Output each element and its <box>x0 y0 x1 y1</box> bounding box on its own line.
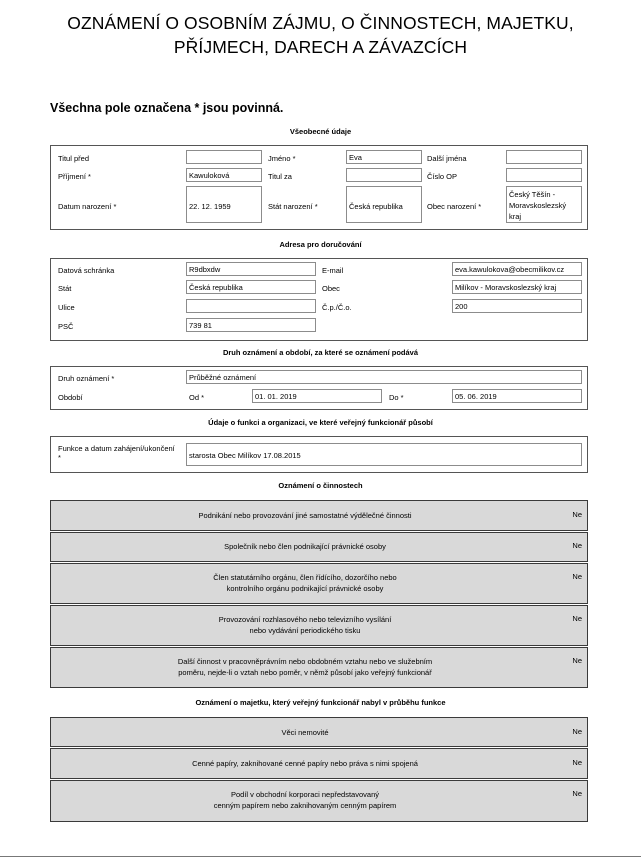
property-row-answer: Ne <box>572 727 582 736</box>
activity-row <box>50 605 588 646</box>
activity-row <box>50 647 588 688</box>
activity-row <box>50 563 588 604</box>
obec-narozeni-label: Obec narození * <box>427 202 482 211</box>
page-title <box>0 11 641 59</box>
section-heading-general: Všeobecné údaje <box>289 127 352 136</box>
activity-row-line-2: kontrolního orgánu podnikající právnické osoby <box>226 584 384 593</box>
od-field[interactable]: 01. 01. 2019 <box>252 389 382 403</box>
page-title-line-2: PŘÍJMECH, DARECH A ZÁVAZCÍCH <box>173 37 468 57</box>
section-heading-address: Adresa pro doručování <box>279 240 362 249</box>
property-row <box>50 717 588 747</box>
section-heading-function: Údaje o funkci a organizaci, ve které veřejný funkcionář působí <box>208 418 433 427</box>
datum-narozeni-label: Datum narození * <box>58 202 117 211</box>
funkce-field[interactable]: starosta Obec Milíkov 17.08.2015 <box>186 443 582 466</box>
datova-schranka-label: Datová schránka <box>58 266 115 275</box>
activity-row-answer: Ne <box>572 541 582 550</box>
activity-row-text <box>51 656 559 678</box>
property-row-line-1: Podíl v obchodní korporaci nepředstavovaný <box>230 790 379 799</box>
property-row-line-1: Věci nemovité <box>281 728 329 737</box>
prijmeni-field[interactable]: Kawuloková <box>186 168 262 182</box>
required-note: Všechna pole označena * jsou povinná. <box>50 101 284 115</box>
stat-narozeni-field[interactable]: Česká republika <box>346 186 422 223</box>
email-field[interactable]: eva.kawulokova@obecmilikov.cz <box>452 262 582 276</box>
activity-row-text <box>51 510 559 521</box>
cislo-op-field[interactable] <box>506 168 582 182</box>
funkce-label-line-2: * <box>58 453 61 462</box>
ulice-label: Ulice <box>58 303 75 312</box>
cp-co-field[interactable]: 200 <box>452 299 582 313</box>
email-label: E-mail <box>322 266 344 275</box>
dalsi-jmena-field[interactable] <box>506 150 582 164</box>
section-heading-notice: Druh oznámení a období, za které se oznámení podává <box>222 348 419 357</box>
activity-row-text <box>51 541 559 552</box>
activity-row-line-1: Člen statutárního orgánu, člen řídícího, dozorčího nebo <box>213 573 397 582</box>
activity-row-text <box>51 572 559 594</box>
section-heading-property: Oznámení o majetku, který veřejný funkcionář nabyl v průběhu funkce <box>195 698 446 707</box>
bottom-divider <box>0 856 641 857</box>
titul-za-field[interactable] <box>346 168 422 182</box>
do-label: Do * <box>389 393 404 402</box>
activity-row-line-1: Podnikání nebo provozování jiné samostatné výdělečné činnosti <box>198 511 412 520</box>
activity-row-line-1: Společník nebo člen podnikající právnické osoby <box>224 542 386 551</box>
psc-label: PSČ <box>58 322 74 331</box>
property-row <box>50 780 588 822</box>
titul-za-label: Titul za <box>268 172 292 181</box>
psc-field[interactable]: 739 81 <box>186 318 316 332</box>
property-row-line-2: cenným papírem nebo zaknihovaným cenným papírem <box>213 801 397 810</box>
ulice-field[interactable] <box>186 299 316 313</box>
property-row <box>50 748 588 779</box>
property-row-text <box>51 789 559 811</box>
activity-row-line-1: Provozování rozhlasového nebo televizního vysílání <box>218 615 392 624</box>
property-row-answer: Ne <box>572 758 582 767</box>
activity-row-answer: Ne <box>572 572 582 581</box>
obec-narozeni-field[interactable]: Český Těšín - Moravskoslezský kraj <box>506 186 582 223</box>
dalsi-jmena-label: Další jména <box>427 154 467 163</box>
jmeno-field[interactable]: Eva <box>346 150 422 164</box>
activity-row-answer: Ne <box>572 656 582 665</box>
funkce-label <box>58 444 175 462</box>
stat-label: Stát <box>58 284 72 293</box>
titul-pred-label: Titul před <box>58 154 89 163</box>
activity-row-answer: Ne <box>572 614 582 623</box>
od-label: Od * <box>189 393 205 402</box>
property-row-text <box>51 758 559 769</box>
property-row-text <box>51 727 559 738</box>
activity-row-answer: Ne <box>572 510 582 519</box>
activity-row-line-1: Další činnost v pracovněprávním nebo obdobném vztahu nebo ve služebním <box>177 657 433 666</box>
section-heading-activities: Oznámení o činnostech <box>278 481 363 490</box>
cislo-op-label: Číslo OP <box>427 172 458 181</box>
activity-row-line-2: poměru, nejde-li o vztah nebo poměr, v němž působí jako veřejný funkcionář <box>178 668 432 677</box>
jmeno-label: Jméno * <box>268 154 296 163</box>
cp-co-label: Č.p./Č.o. <box>322 303 352 312</box>
activity-row-text <box>51 614 559 636</box>
obec-field[interactable]: Milíkov - Moravskoslezský kraj <box>452 280 582 294</box>
activity-row <box>50 532 588 562</box>
funkce-label-line-1: Funkce a datum zahájení/ukončení <box>58 444 175 453</box>
page-title-line-1: OZNÁMENÍ O OSOBNÍM ZÁJMU, O ČINNOSTECH, MAJETKU, <box>67 13 574 33</box>
stat-field[interactable]: Česká republika <box>186 280 316 294</box>
obdobi-label: Období <box>58 393 83 402</box>
obec-label: Obec <box>322 284 340 293</box>
activity-row <box>50 500 588 531</box>
druh-oznameni-label: Druh oznámení * <box>58 374 115 383</box>
datova-schranka-field[interactable]: R9dbxdw <box>186 262 316 276</box>
do-field[interactable]: 05. 06. 2019 <box>452 389 582 403</box>
stat-narozeni-label: Stát narození * <box>268 202 318 211</box>
datum-narozeni-field[interactable]: 22. 12. 1959 <box>186 186 262 223</box>
activity-row-line-2: nebo vydávání periodického tisku <box>249 626 361 635</box>
property-row-line-1: Cenné papíry, zaknihované cenné papíry nebo práva s nimi spojená <box>192 759 418 768</box>
druh-oznameni-field[interactable]: Průběžné oznámení <box>186 370 582 384</box>
property-row-answer: Ne <box>572 789 582 798</box>
titul-pred-field[interactable] <box>186 150 262 164</box>
prijmeni-label: Příjmení * <box>58 172 91 181</box>
